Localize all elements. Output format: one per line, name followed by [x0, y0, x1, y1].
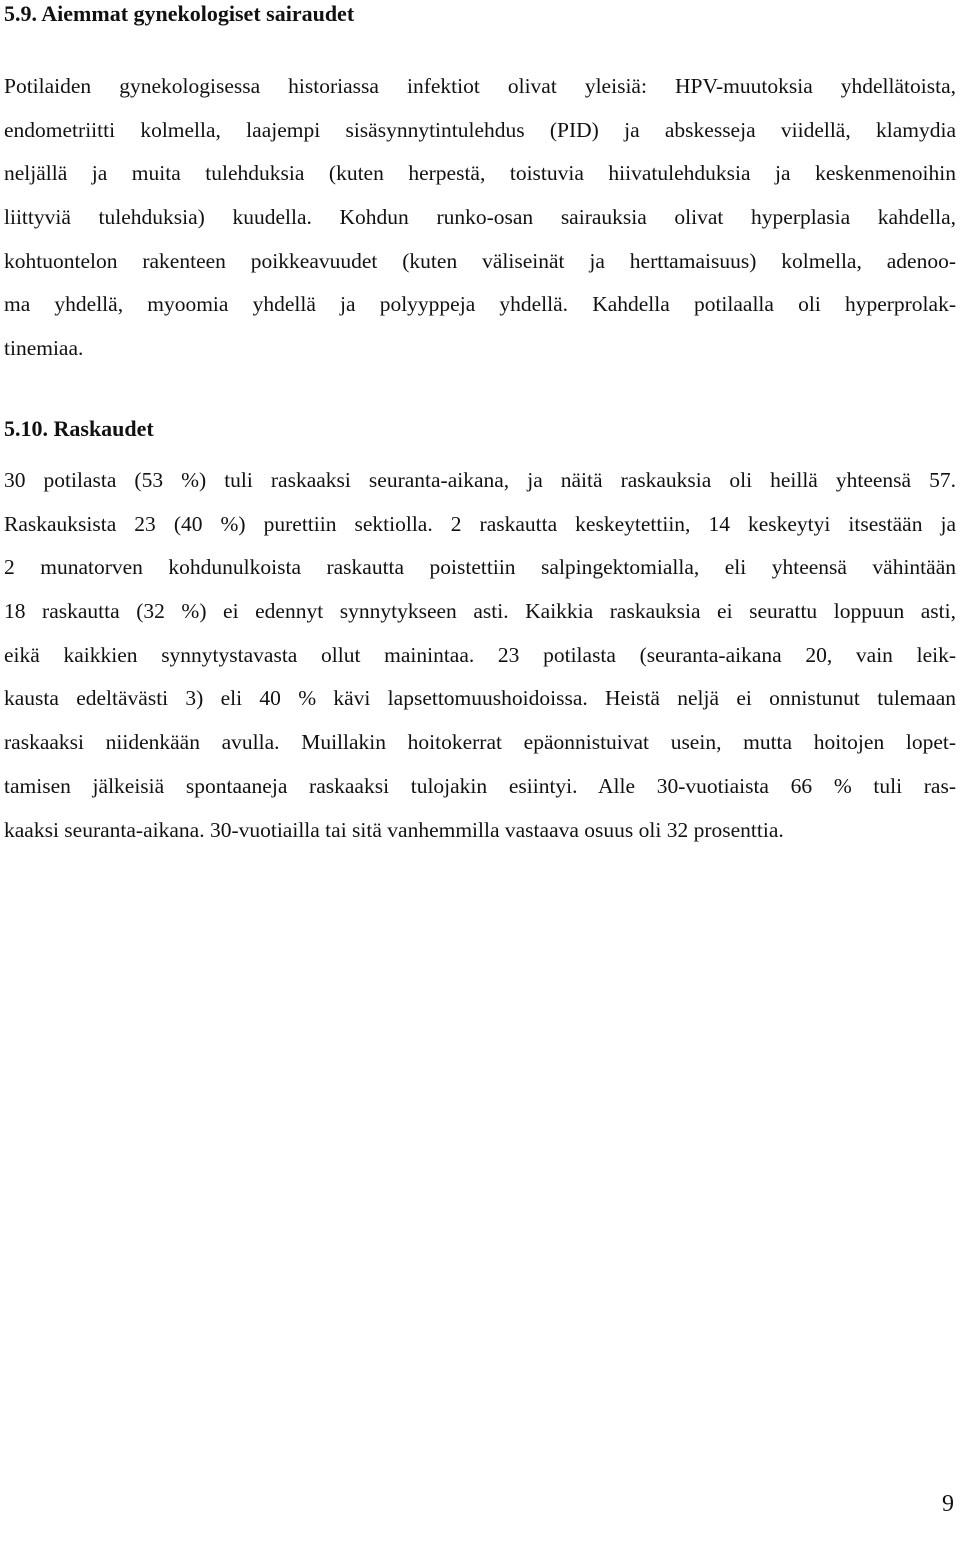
- text-line: Raskauksista 23 (40 %) purettiin sektiolla. 2 raskautta keskeytettiin, 14 keskeytyi itsestään ja: [4, 511, 956, 536]
- text-line: kohtuontelon rakenteen poikkeavuudet (kuten väliseinät ja herttamaisuus) kolmella, adenoo-: [4, 248, 956, 273]
- text-line: liittyviä tulehduksia) kuudella. Kohdun runko-osan sairauksia olivat hyperplasia kahdella,: [4, 205, 956, 230]
- text-line: tinemiaa.: [4, 336, 84, 361]
- paragraph-gynecologic-history: [4, 65, 956, 371]
- text-line: tamisen jälkeisiä spontaaneja raskaaksi tulojakin esiintyi. Alle 30-vuotiaista 66 % tuli ras-: [4, 773, 956, 798]
- text-line: raskaaksi niidenkään avulla. Muillakin hoitokerrat epäonnistuivat usein, mutta hoitojen lopet-: [4, 730, 956, 755]
- text-line: 2 munatorven kohdunulkoista raskautta poistettiin salpingektomialla, eli yhteensä vähintään: [4, 555, 956, 580]
- text-line: endometriitti kolmella, laajempi sisäsynnytintulehdus (PID) ja abskesseja viidellä, klamydia: [4, 117, 956, 142]
- text-line: 18 raskautta (32 %) ei edennyt synnytykseen asti. Kaikkia raskauksia ei seurattu loppuun asti,: [4, 599, 956, 624]
- paragraph-pregnancies: [4, 459, 956, 852]
- text-line: 30 potilasta (53 %) tuli raskaaksi seuranta-aikana, ja näitä raskauksia oli heillä yhteensä 57.: [4, 468, 956, 492]
- text-line: eikä kaikkien synnytystavasta ollut mainintaa. 23 potilasta (seuranta-aikana 20, vain leik-: [4, 642, 956, 667]
- text-line: ma yhdellä, myoomia yhdellä ja polyyppeja yhdellä. Kahdella potilaalla oli hyperprolak-: [4, 292, 956, 317]
- page-number: 9: [942, 1491, 954, 1517]
- text-line: Potilaiden gynekologisessa historiassa infektiot olivat yleisiä: HPV-muutoksia yhdellätoista,: [4, 74, 956, 98]
- text-line: kaaksi seuranta-aikana. 30-vuotiailla tai sitä vanhemmilla vastaava osuus oli 32 prosenttia.: [4, 817, 784, 842]
- text-line: neljällä ja muita tulehduksia (kuten herpestä, toistuvia hiivatulehduksia ja keskenmenoihin: [4, 161, 956, 186]
- text-line: kausta edeltävästi 3) eli 40 % kävi lapsettomuushoidoissa. Heistä neljä ei onnistunut tulemaan: [4, 686, 956, 711]
- section-heading-5-10: 5.10. Raskaudet: [4, 416, 154, 441]
- section-heading-5-9: 5.9. Aiemmat gynekologiset sairaudet: [4, 1, 355, 26]
